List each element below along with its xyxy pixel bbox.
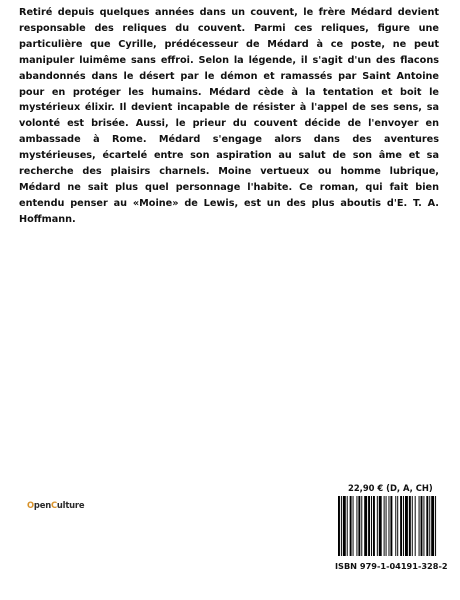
isbn-label: ISBN 979-1-04191-328-2	[335, 561, 448, 571]
publisher-logo: OpenCulture	[27, 500, 85, 510]
barcode-icon	[338, 496, 438, 556]
back-cover-blurb: Retiré depuis quelques années dans un couvent, le frère Médard devient responsable des reliques du couvent. Parmi ces reliques, figure une particulière que Cyrille, prédécesseur de Médard à ce poste, ne peut manipuler luimême sans effroi. Selon la légende, il s'agit d'un des flacons abandonnés dans le désert par le démon et ramassés par Saint Antoine pour en protéger les humains. Médard cède à la tentation et boit le mystérieux élixir. Il devient incapable de résister à l'appel de ses sens, sa volonté est brisée. Aussi, le prieur du couvent décide de l'envoyer en ambassade à Rome. Médard s'engage alors dans des aventures mystérieuses, écartelé entre son aspiration au salut de son âme et sa recherche des plaisirs charnels. Moine vertueux ou homme lubrique, Médard ne sait plus quel personnage l'habite. Ce roman, qui fait bien entendu penser au «Moine» de Lewis, est un des plus aboutis d'E. T. A. Hoffmann.	[19, 7, 439, 225]
price-label: 22,90 € (D, A, CH)	[348, 483, 433, 493]
